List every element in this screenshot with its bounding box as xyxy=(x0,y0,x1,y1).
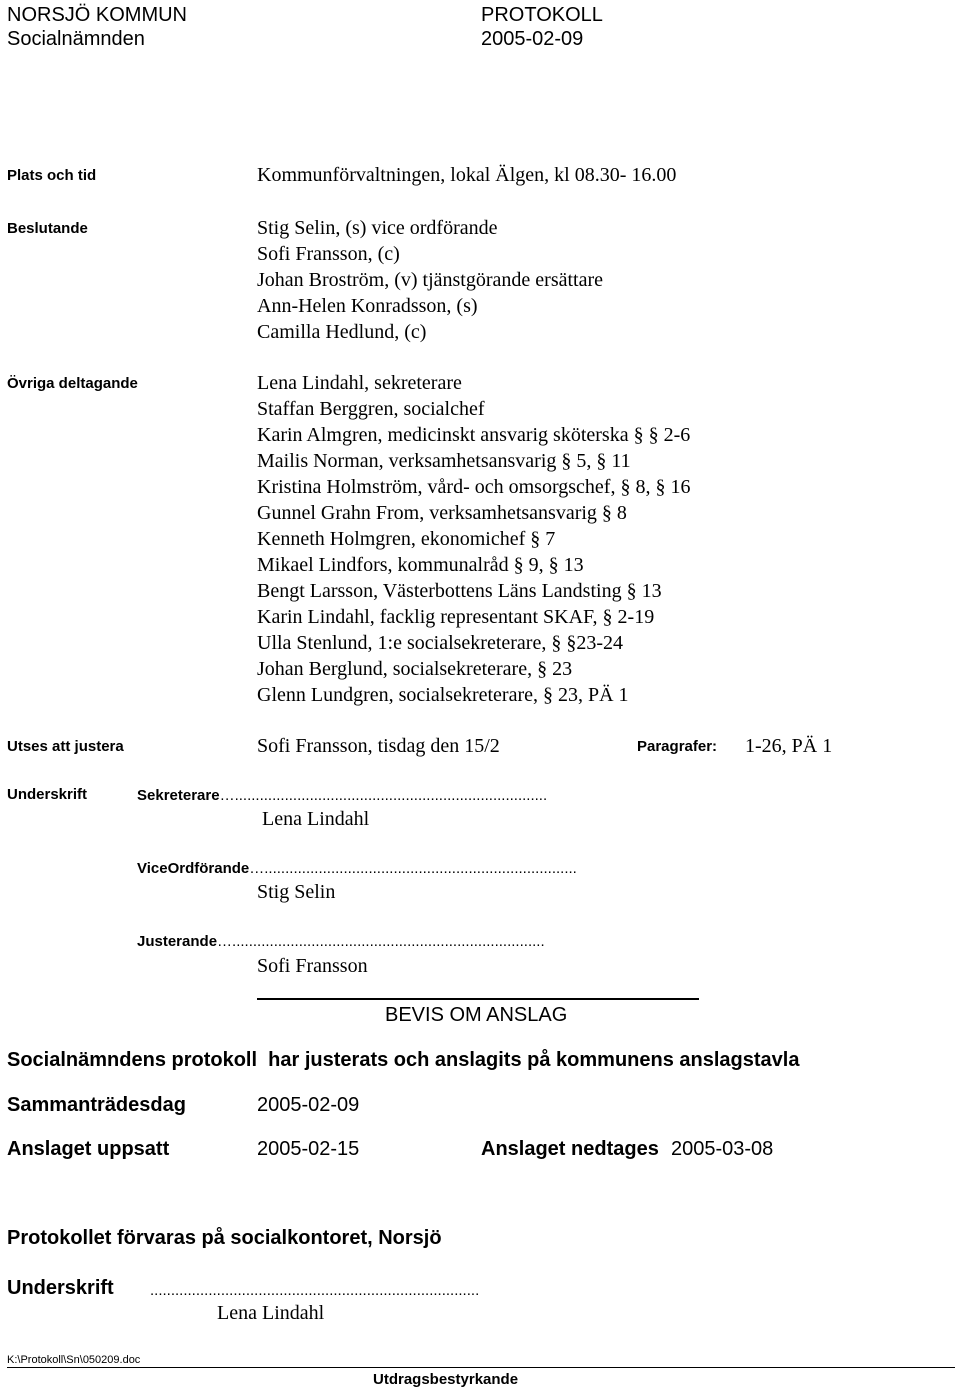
document-type: PROTOKOLL xyxy=(481,4,603,26)
removed-date: 2005-03-08 xyxy=(671,1138,774,1160)
removed-label: Anslaget nedtages xyxy=(481,1138,659,1160)
adjust-value: Sofi Fransson, tisdag den 15/2 xyxy=(257,735,500,757)
deciding-member: Johan Broström, (v) tjänstgörande ersättare xyxy=(257,269,604,291)
participant: Staffan Berggren, socialchef xyxy=(257,398,485,420)
participant: Kristina Holmström, vård- och omsorgschef, § 8, § 16 xyxy=(257,476,691,498)
meeting-date-label: Sammanträdesdag xyxy=(7,1094,186,1116)
posted-date: 2005-02-15 xyxy=(257,1138,360,1160)
deciding-list xyxy=(257,215,603,345)
participant: Gunnel Grahn From, verksamhetsansvarig § 8 xyxy=(257,502,627,524)
storage-statement: Protokollet förvaras på socialkontoret, Norsjö xyxy=(7,1227,442,1249)
adjust-label: Utses att justera xyxy=(7,738,124,755)
place-label: Plats och tid xyxy=(7,167,97,184)
place-value: Kommunförvaltningen, lokal Älgen, kl 08.30- 16.00 xyxy=(257,164,677,186)
vice-chair-name: Stig Selin xyxy=(257,881,336,903)
footer-divider xyxy=(7,1367,955,1368)
notice-signature-label: Underskrift xyxy=(7,1277,114,1299)
document-date: 2005-02-09 xyxy=(481,28,584,50)
participant: Ulla Stenlund, 1:e socialsekreterare, § §23-24 xyxy=(257,632,623,654)
participant: Karin Lindahl, facklig representant SKAF, § 2-19 xyxy=(257,606,655,628)
paragraphs-value: 1-26, PÄ 1 xyxy=(745,735,833,757)
notice-signer-name: Lena Lindahl xyxy=(217,1302,325,1324)
file-path: K:\Protokoll\Sn\050209.doc xyxy=(7,1354,141,1366)
vice-chair-signature-line: …........................................................................... xyxy=(249,860,577,877)
participant: Lena Lindahl, sekreterare xyxy=(257,372,462,394)
signature-label: Underskrift xyxy=(7,786,88,803)
posted-label: Anslaget uppsatt xyxy=(7,1138,170,1160)
meeting-date-value: 2005-02-09 xyxy=(257,1094,360,1116)
extract-certification-label: Utdragsbestyrkande xyxy=(373,1371,519,1388)
deciding-member: Sofi Fransson, (c) xyxy=(257,243,400,265)
notice-statement: Socialnämndens protokoll har justerats och anslagits på kommunens anslagstavla xyxy=(7,1049,800,1071)
participant: Johan Berglund, socialsekreterare, § 23 xyxy=(257,658,573,680)
adjuster-signature-line: …........................................................................... xyxy=(217,933,545,950)
deciding-label: Beslutande xyxy=(7,220,88,237)
adjuster-role: Justerande…........................................................................... xyxy=(137,933,545,950)
participant: Bengt Larsson, Västerbottens Läns Landsting § 13 xyxy=(257,580,662,602)
notice-signature-line: ............................................................................... xyxy=(150,1282,480,1299)
vice-chair-role: ViceOrdförande…........................................................................... xyxy=(137,860,577,877)
secretary-role: Sekreterare…........................................................................... xyxy=(137,787,548,804)
participant: Glenn Lundgren, socialsekreterare, § 23, PÄ 1 xyxy=(257,684,629,706)
participant: Karin Almgren, medicinskt ansvarig sköterska § § 2-6 xyxy=(257,424,691,446)
secretary-name: Lena Lindahl xyxy=(262,808,370,830)
paragraphs-label: Paragrafer: xyxy=(637,738,718,755)
committee-name: Socialnämnden xyxy=(7,28,145,50)
deciding-member: Stig Selin, (s) vice ordförande xyxy=(257,217,498,239)
others-list xyxy=(257,370,690,708)
municipality-name: NORSJÖ KOMMUN xyxy=(7,4,187,26)
notice-divider xyxy=(257,998,699,1000)
adjuster-name: Sofi Fransson xyxy=(257,955,368,977)
deciding-member: Camilla Hedlund, (c) xyxy=(257,321,427,343)
participant: Kenneth Holmgren, ekonomichef § 7 xyxy=(257,528,556,550)
participant: Mailis Norman, verksamhetsansvarig § 5, § 11 xyxy=(257,450,631,472)
others-label: Övriga deltagande xyxy=(7,375,138,392)
participant: Mikael Lindfors, kommunalråd § 9, § 13 xyxy=(257,554,584,576)
notice-title: BEVIS OM ANSLAG xyxy=(385,1004,568,1026)
secretary-signature-line: …........................................................................... xyxy=(219,787,548,804)
deciding-member: Ann-Helen Konradsson, (s) xyxy=(257,295,478,317)
